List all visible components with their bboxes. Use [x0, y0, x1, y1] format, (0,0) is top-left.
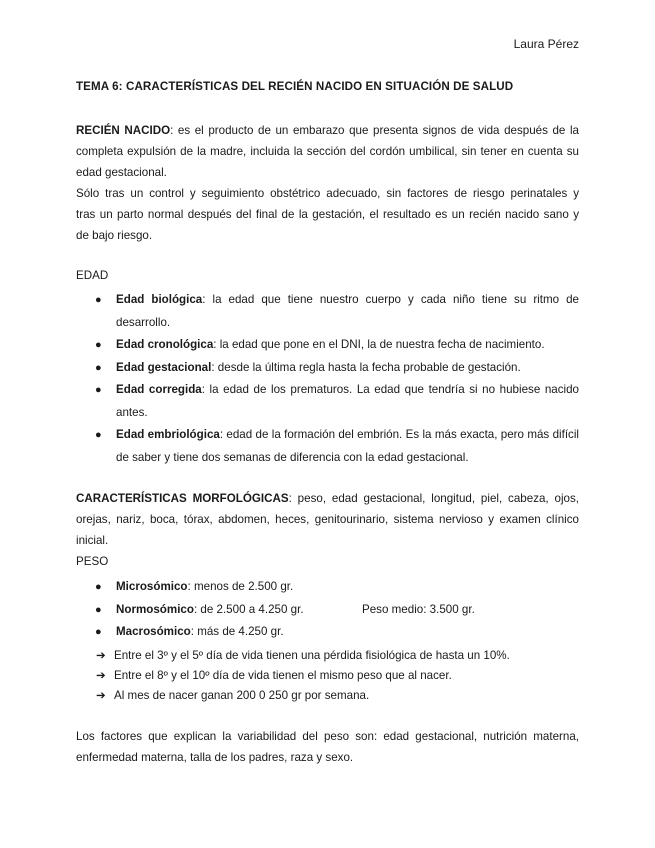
peso-text: : de 2.500 a 4.250 gr.: [193, 602, 304, 616]
recien-nacido-line-3: edad gestacional.: [76, 166, 167, 179]
edad-text: : edad de la formación del embrión. Es la más exacta, pero más difícil: [219, 428, 579, 441]
recien-nacido-extra-1: Sólo tras un control y seguimiento obstétrico adecuado, sin factores de riesgo perinatales y: [76, 187, 579, 200]
arrow-right-icon: ➔: [96, 649, 106, 662]
edad-heading: EDAD: [76, 269, 109, 282]
arrow-text: Entre el 3º y el 5º día de vida tienen una pérdida fisiológica de hasta un 10%.: [114, 649, 510, 662]
recien-nacido-extra-2: tras un parto normal después del final de la gestación, el resultado es un recién nacido sano y: [76, 208, 579, 221]
arrow-right-icon: ➔: [96, 689, 106, 702]
recien-nacido-term: RECIÉN NACIDO: [76, 124, 171, 137]
edad-item-line: [116, 424, 579, 447]
arrow-item: [96, 686, 369, 706]
morfologicas-line-2: orejas, nariz, boca, tórax, abdomen, heces, genitourinario, sistema nervioso y examen clínico: [76, 513, 579, 526]
arrow-text: Al mes de nacer ganan 200 0 250 gr por semana.: [114, 689, 370, 702]
morfologicas-line-1: [76, 489, 579, 510]
edad-term: Edad embriológica: [116, 428, 220, 441]
morfologicas-text: : peso, edad gestacional, longitud, piel, cabeza, ojos,: [288, 492, 579, 505]
edad-item-line-2: de saber y tiene dos semanas de diferencia con la edad gestacional.: [116, 450, 469, 464]
edad-term: Edad corregida: [116, 383, 202, 396]
edad-text: : desde la última regla hasta la fecha probable de gestación.: [211, 360, 521, 374]
edad-item-line-2: desarrollo.: [116, 315, 171, 329]
peso-text: : menos de 2.500 gr.: [187, 580, 294, 593]
author-name: Laura Pérez: [513, 37, 579, 51]
peso-term: Macrosómico: [116, 625, 191, 638]
edad-item-embriologica: [0, 424, 579, 469]
morfologicas-line-3: inicial.: [76, 534, 109, 547]
edad-term: Edad gestacional: [116, 360, 212, 374]
peso-item-microsomico: [0, 576, 579, 599]
edad-item-line-2: antes.: [116, 405, 148, 419]
edad-item-corregida: [0, 379, 579, 424]
recien-nacido-line-1: [76, 121, 579, 142]
edad-text: : la edad que pone en el DNI, la de nuestra fecha de nacimiento.: [213, 338, 545, 351]
edad-item-cronologica: [0, 334, 579, 357]
edad-text: : la edad de los prematuros. La edad que tendría si no hubiese nacido: [201, 383, 580, 396]
peso-item-normosomico: [0, 599, 579, 622]
page-title: TEMA 6: CARACTERÍSTICAS DEL RECIÉN NACIDO EN SITUACIÓN DE SALUD: [76, 80, 514, 93]
factores-line-1: Los factores que explican la variabilidad del peso son: edad gestacional, nutrición materna,: [76, 730, 579, 743]
recien-nacido-extra-3: de bajo riesgo.: [76, 229, 153, 242]
morfologicas-term: CARACTERÍSTICAS MORFOLÓGICAS: [76, 492, 289, 505]
arrow-right-icon: ➔: [96, 669, 106, 682]
arrow-text: Entre el 8º y el 10º día de vida tienen el mismo peso que al nacer.: [114, 669, 452, 682]
edad-item-gestacional: [0, 357, 579, 380]
arrow-item: [96, 666, 452, 686]
bullet-icon: ●: [95, 581, 102, 593]
peso-list: [0, 576, 655, 644]
edad-item-line: [116, 379, 579, 402]
edad-item-line: [116, 357, 579, 380]
recien-nacido-line-2: completa expulsión de la madre, incluida la sección del cordón umbilical, sin tener en cuenta su: [76, 145, 579, 158]
edad-item-line: [116, 334, 579, 357]
bullet-icon: ●: [95, 626, 102, 638]
peso-item-macrosomico: [0, 621, 579, 644]
recien-nacido-def-1: : es el producto de un embarazo que presenta signos de vida después de la: [170, 124, 579, 137]
bullet-icon: ●: [95, 294, 102, 306]
edad-item-line: [116, 289, 579, 312]
edad-term: Edad cronológica: [116, 338, 214, 351]
peso-heading: PESO: [76, 555, 109, 568]
bullet-icon: ●: [95, 339, 102, 351]
edad-text: : la edad que tiene nuestro cuerpo y cada niño tiene su ritmo de: [202, 293, 579, 306]
bullet-icon: ●: [95, 384, 102, 396]
bullet-icon: ●: [95, 429, 102, 441]
arrow-item: [96, 646, 510, 666]
edad-term: Edad biológica: [116, 293, 203, 306]
bullet-icon: ●: [95, 361, 102, 374]
peso-text: : más de 4.250 gr.: [190, 625, 284, 638]
edad-list: [0, 289, 655, 469]
peso-medio: Peso medio: 3.500 gr.: [362, 602, 475, 616]
peso-term: Microsómico: [116, 580, 188, 593]
edad-item-biologica: [0, 289, 579, 334]
bullet-icon: ●: [95, 603, 102, 616]
factores-line-2: enfermedad materna, talla de los padres, raza y sexo.: [76, 751, 354, 764]
peso-term: Normosómico: [116, 602, 194, 616]
